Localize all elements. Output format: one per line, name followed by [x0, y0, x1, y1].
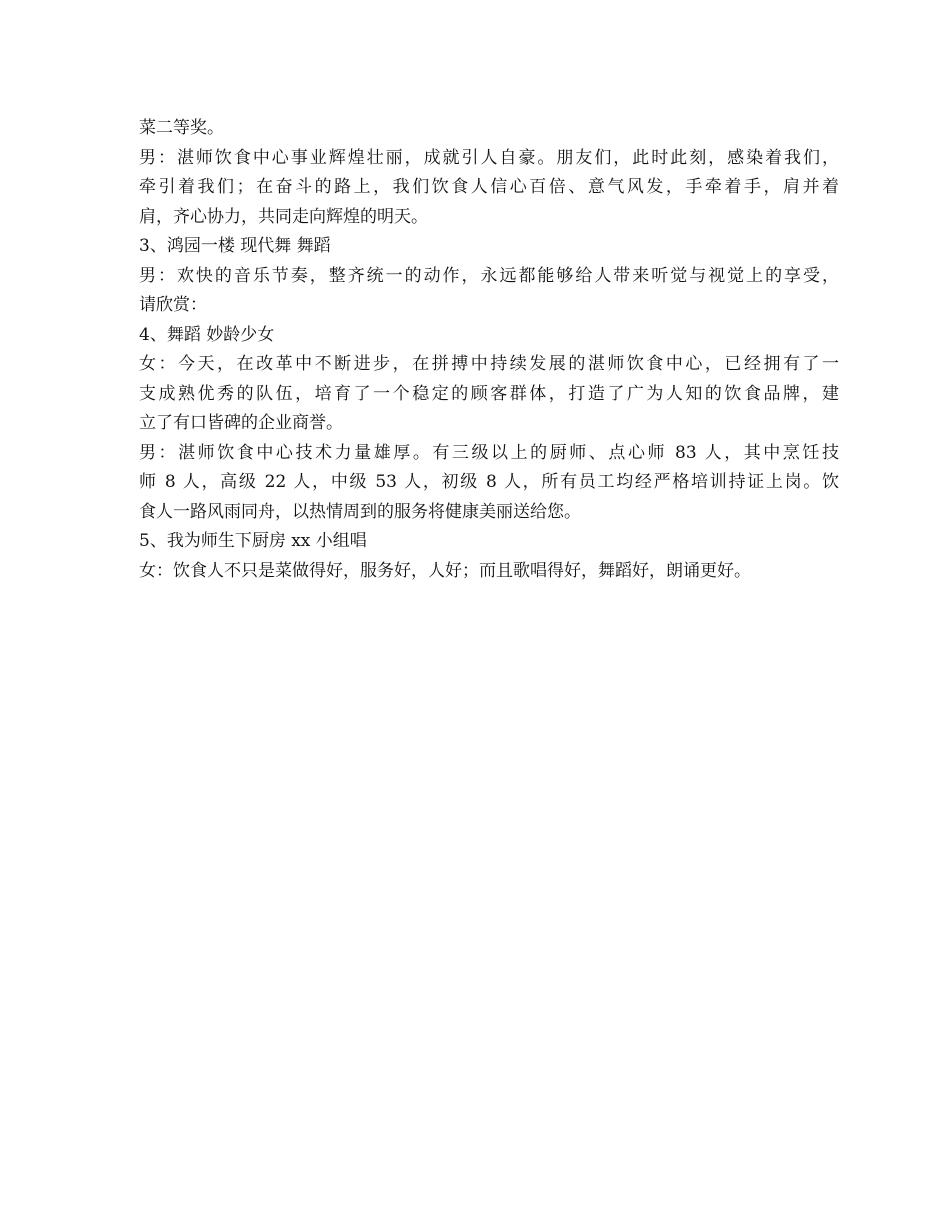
- text-line: 支成熟优秀的队伍，培育了一个稳定的顾客群体，打造了广为人知的饮食品牌，建: [139, 383, 839, 404]
- section-heading: 3、鸿园一楼 现代舞 舞蹈: [139, 236, 331, 256]
- text-line: 请欣赏：: [139, 295, 207, 315]
- document-body: [139, 114, 839, 586]
- text-line: 牵引着我们；在奋斗的路上，我们饮食人信心百倍、意气风发，手牵着手，肩并着: [139, 177, 839, 197]
- text-line: 肩，齐心协力，共同走向辉煌的明天。: [139, 206, 428, 227]
- text-line: 男：欢快的音乐节奏，整齐统一的动作，永远都能够给人带来听觉与视觉上的享受，: [139, 265, 839, 286]
- text-line: 男：湛师饮食中心事业辉煌壮丽，成就引人自豪。朋友们，此时此刻，感染着我们，: [139, 147, 839, 168]
- text-line: 食人一路风雨同舟，以热情周到的服务将健康美丽送给您。: [139, 501, 581, 522]
- text-line: 立了有口皆碑的企业商誉。: [139, 413, 343, 433]
- text-line: 男：湛师饮食中心技术力量雄厚。有三级以上的厨师、点心师 83 人，其中烹饪技: [139, 442, 839, 463]
- text-line: 女：今天，在改革中不断进步，在拼搏中持续发展的湛师饮食中心，已经拥有了一: [139, 354, 839, 374]
- text-line: 女：饮食人不只是菜做得好，服务好，人好；而且歌唱得好，舞蹈好，朗诵更好。: [139, 560, 751, 581]
- section-heading: 5、我为师生下厨房 xx 小组唱: [139, 531, 367, 551]
- section-heading: 4、舞蹈 妙龄少女: [139, 324, 275, 345]
- text-line: 菜二等奖。: [139, 118, 224, 138]
- text-line: 师 8 人，高级 22 人，中级 53 人，初级 8 人，所有员工均经严格培训持证上岗。饮: [139, 472, 839, 492]
